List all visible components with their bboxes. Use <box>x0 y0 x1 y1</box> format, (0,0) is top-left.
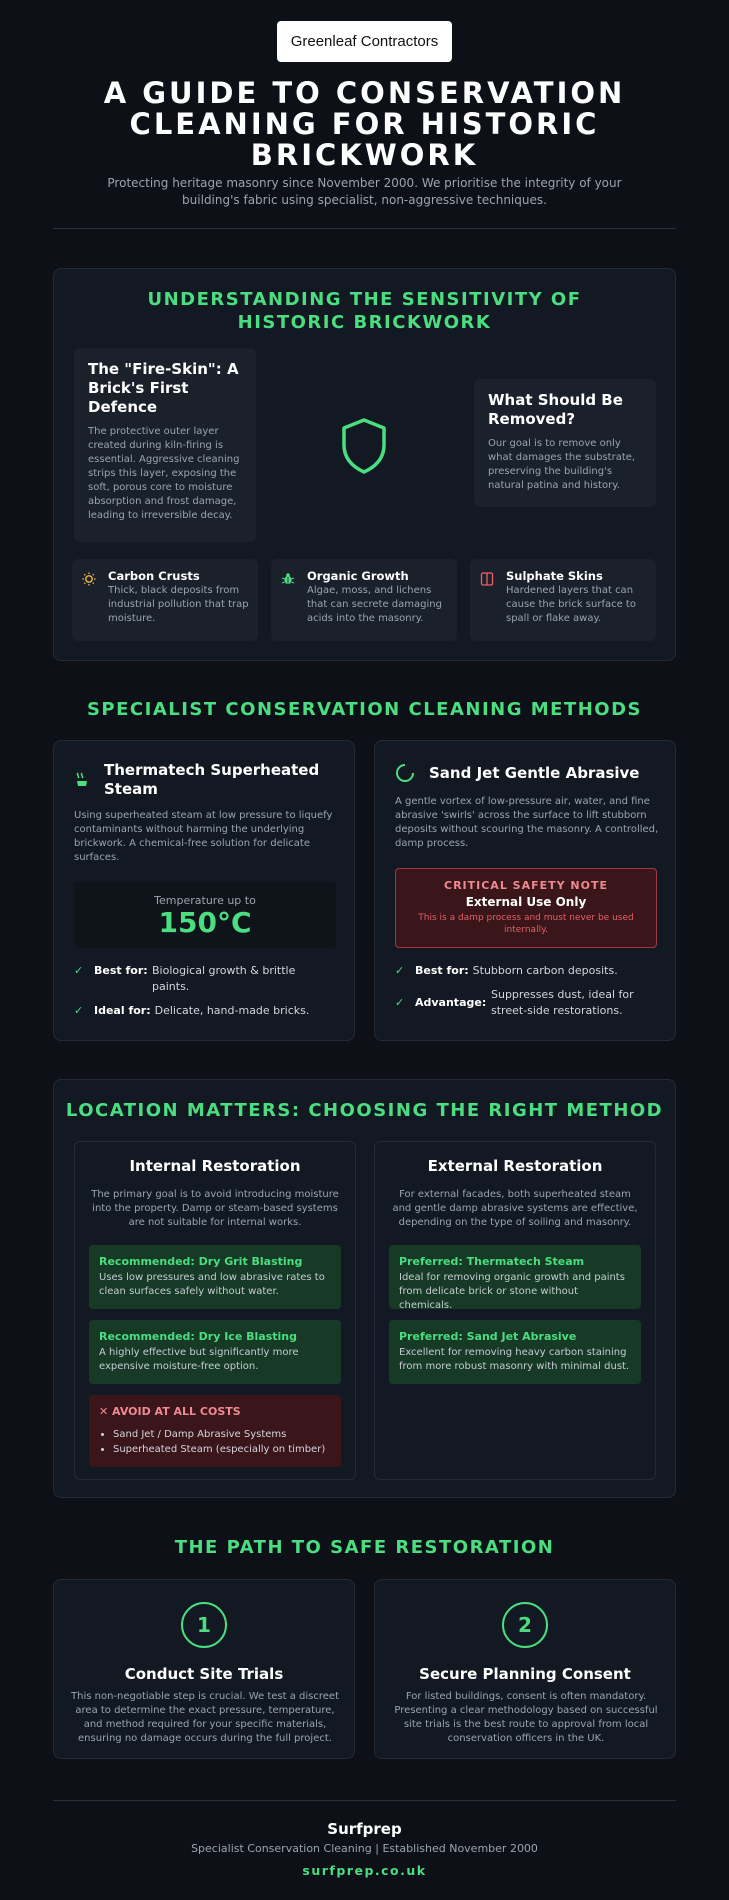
steam-title: Thermatech Superheated Steam <box>104 761 320 798</box>
temperature-value: 150°C <box>158 906 252 939</box>
spinner-icon <box>395 763 415 783</box>
rec-dry-grit-text: Uses low pressures and low abrasive rates to clean surfaces safely without water. <box>99 1272 325 1297</box>
avoid-item: • Sand Jet / Damp Abrasive Systems <box>113 1427 331 1442</box>
rec-dry-ice-title: Recommended: Dry Ice Blasting <box>99 1330 297 1343</box>
rec-dry-grit <box>89 1245 341 1309</box>
external-title: External Restoration <box>427 1157 603 1175</box>
sulphate-skins-card <box>470 559 656 641</box>
brand-logo-box <box>277 21 452 62</box>
fireskin-title: The "Fire-Skin": A Brick's First Defence <box>88 360 239 416</box>
carbon-crusts-card <box>72 559 258 641</box>
safety-text: This is a damp process and must never be used internally. <box>418 913 634 935</box>
step-2-number: 2 <box>502 1602 548 1648</box>
sandjet-best-for-value: Stubborn carbon deposits. <box>472 964 618 977</box>
organic-growth-card <box>271 559 457 641</box>
brand-name: Greenleaf Contractors <box>290 33 439 50</box>
safety-title: CRITICAL SAFETY NOTE <box>444 879 608 892</box>
fireskin-text: The protective outer layer created during kiln-firing is essential. Aggressive cleaning strips this layer, exposing the soft, porous core to moisture absorption and frost damage, leading to irreversible decay. <box>88 426 240 521</box>
sandjet-best-for-label: Best for: <box>415 964 469 977</box>
steam-ideal-for-value: Delicate, hand-made bricks. <box>154 1004 310 1017</box>
temperature-box <box>74 882 336 948</box>
safety-subtitle: External Use Only <box>465 895 587 909</box>
remove-title: What Should Be Removed? <box>488 391 623 428</box>
check-icon: ✓ <box>395 964 405 977</box>
path-title: THE PATH TO SAFE RESTORATION <box>174 1537 555 1558</box>
shield-icon <box>339 417 389 475</box>
rec-dry-ice <box>89 1320 341 1384</box>
step-1-text: This non-negotiable step is crucial. We test a discreet area to determine the exact pressure, temperature, and method required for your specific materials, ensuring no damage occurs during the full project. <box>71 1691 339 1744</box>
organic-growth-title: Organic Growth <box>307 569 409 583</box>
external-text: For external facades, both superheated steam and gentle damp abrasive systems are effective, depending on the type of soiling and masonry. <box>392 1189 638 1228</box>
page-title: A GUIDE TO CONSERVATION CLEANING FOR HISTORIC BRICKWORK <box>103 76 626 172</box>
footer-tagline: Specialist Conservation Cleaning | Established November 2000 <box>191 1842 538 1855</box>
layers-icon <box>480 571 494 585</box>
carbon-crusts-text: Thick, black deposits from industrial pollution that trap moisture. <box>108 585 249 624</box>
sandjet-advantage-row <box>395 987 657 1019</box>
organic-growth-text: Algae, moss, and lichens that can secrete damaging acids into the masonry. <box>307 585 442 624</box>
pref-sandjet-title: Preferred: Sand Jet Abrasive <box>399 1330 577 1343</box>
steam-best-for-value: Biological growth & brittle paints. <box>152 964 296 993</box>
sandjet-advantage-label: Advantage: <box>415 996 487 1009</box>
step-1-title: Conduct Site Trials <box>124 1665 284 1683</box>
pref-steam-title: Preferred: Thermatech Steam <box>399 1255 585 1268</box>
step-2-text: For listed buildings, consent is often mandatory. Presenting a clear methodology based on successful site trials is the best route to approval from local conservation officers in the UK. <box>394 1691 658 1744</box>
steam-best-for-row <box>74 963 336 995</box>
sulphate-skins-title: Sulphate Skins <box>506 569 603 583</box>
steam-ideal-for-label: Ideal for: <box>94 1004 151 1017</box>
external-card <box>374 1141 656 1480</box>
sensitivity-panel <box>53 268 676 661</box>
check-icon: ✓ <box>74 1004 84 1017</box>
avoid-title: AVOID AT ALL COSTS <box>112 1405 241 1418</box>
safety-note <box>395 868 657 948</box>
sun-icon <box>82 571 96 585</box>
sandjet-best-for-row <box>395 963 657 979</box>
header-divider <box>53 228 676 229</box>
internal-text: The primary goal is to avoid introducing moisture into the property. Damp or steam-based systems are not suitable for internal works. <box>91 1189 339 1228</box>
pref-steam-text: Ideal for removing organic growth and paints from delicate brick or stone without chemicals. <box>399 1272 625 1311</box>
methods-title: SPECIALIST CONSERVATION CLEANING METHODS <box>86 699 643 720</box>
sulphate-skins-text: Hardened layers that can cause the brick surface to spall or flake away. <box>506 585 636 624</box>
remove-text: Our goal is to remove only what damages the substrate, preserving the building's natural patina and history. <box>488 438 636 491</box>
sandjet-method-card <box>374 740 676 1041</box>
step-1-number: 1 <box>181 1602 227 1648</box>
remove-card <box>474 379 656 507</box>
footer-name: Surfprep <box>327 1820 402 1838</box>
avoid-list <box>113 1427 331 1457</box>
step-1-card <box>53 1579 355 1759</box>
sandjet-advantage-value: Suppresses dust, ideal for street-side restorations. <box>491 988 634 1017</box>
footer-link[interactable]: surfprep.co.uk <box>302 1863 427 1878</box>
steam-best-for-label: Best for: <box>94 964 148 977</box>
fireskin-card <box>74 348 256 542</box>
step-2-card <box>374 1579 676 1759</box>
steam-method-card <box>53 740 355 1041</box>
temperature-label: Temperature up to <box>154 894 256 907</box>
sandjet-title: Sand Jet Gentle Abrasive <box>429 764 640 782</box>
close-icon: ✕ <box>99 1405 113 1418</box>
steam-icon <box>74 771 90 787</box>
internal-title: Internal Restoration <box>129 1157 301 1175</box>
carbon-crusts-title: Carbon Crusts <box>108 569 200 583</box>
pref-sandjet-text: Excellent for removing heavy carbon staining from more robust masonry with minimal dust. <box>399 1347 630 1372</box>
step-2-title: Secure Planning Consent <box>419 1665 631 1683</box>
rec-dry-ice-text: A highly effective but significantly more expensive moisture-free option. <box>99 1347 299 1372</box>
avoid-box <box>89 1395 341 1467</box>
steam-text: Using superheated steam at low pressure to liquefy contaminants without harming the underlying brickwork. A chemical-free solution for delicate surfaces. <box>74 810 333 863</box>
pref-sandjet <box>389 1320 641 1384</box>
location-panel <box>53 1079 676 1498</box>
bug-icon <box>281 571 295 585</box>
avoid-item: • Superheated Steam (especially on timber) <box>113 1442 331 1457</box>
pref-steam <box>389 1245 641 1309</box>
intro-text: Protecting heritage masonry since November 2000. We prioritise the integrity of your building's fabric using specialist, non-aggressive techniques. <box>107 176 622 207</box>
steam-ideal-for-row <box>74 1003 336 1019</box>
check-icon: ✓ <box>74 964 84 977</box>
sensitivity-title: UNDERSTANDING THE SENSITIVITY OF HISTORIC BRICKWORK <box>147 289 582 333</box>
rec-dry-grit-title: Recommended: Dry Grit Blasting <box>99 1255 303 1268</box>
sandjet-text: A gentle vortex of low-pressure air, water, and fine abrasive 'swirls' across the surface to lift stubborn deposits without scouring the masonry. A controlled, damp process. <box>395 796 659 849</box>
location-title: LOCATION MATTERS: CHOOSING THE RIGHT METHOD <box>65 1100 664 1121</box>
internal-card <box>74 1141 356 1480</box>
check-icon: ✓ <box>395 996 405 1009</box>
footer-divider <box>53 1800 676 1801</box>
